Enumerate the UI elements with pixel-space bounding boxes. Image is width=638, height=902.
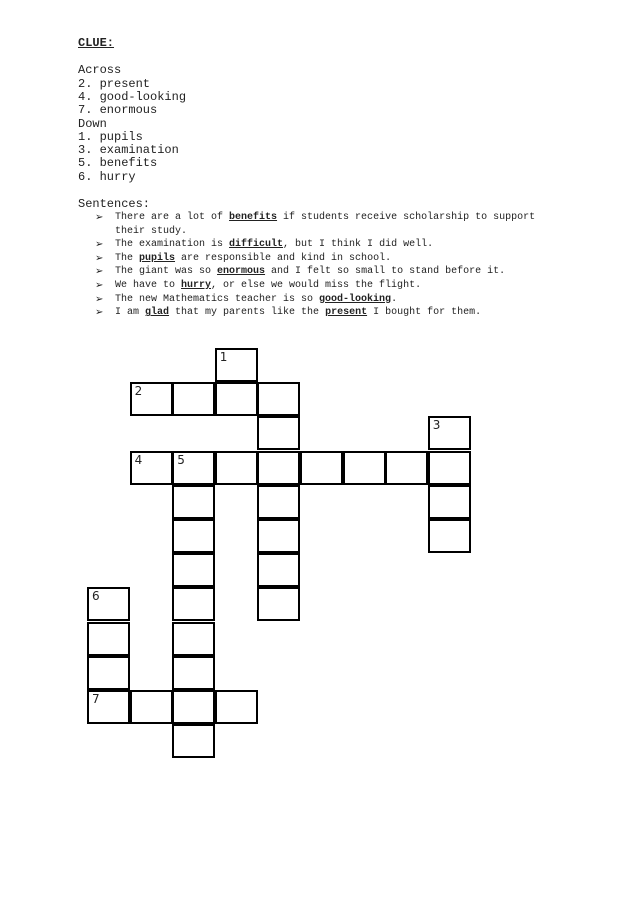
down-clue: 6. hurry <box>78 170 136 184</box>
sentence-text: I am <box>115 307 146 319</box>
crossword-cell[interactable] <box>172 451 215 485</box>
sentence-item <box>95 211 565 238</box>
sentence-item <box>95 279 565 293</box>
keyword: enormous <box>217 266 266 278</box>
crossword-cell[interactable] <box>172 587 215 621</box>
sentence-item <box>95 293 565 307</box>
arrow-bullet-icon: ➢ <box>95 239 104 251</box>
crossword-cell[interactable] <box>172 690 215 724</box>
crossword-cell[interactable] <box>87 622 130 656</box>
crossword-cell[interactable] <box>428 519 471 553</box>
sentence-text: The new Mathematics teacher is so <box>115 293 320 305</box>
arrow-bullet-icon: ➢ <box>95 212 104 223</box>
crossword-cell[interactable] <box>385 451 428 485</box>
down-clue: 1. pupils <box>78 130 143 144</box>
sentence-text: The giant was so <box>115 266 218 278</box>
keyword: benefits <box>229 212 278 223</box>
crossword-cell[interactable] <box>172 519 215 553</box>
crossword-cell[interactable] <box>257 416 300 450</box>
crossword-cell[interactable] <box>87 587 130 621</box>
arrow-bullet-icon: ➢ <box>95 279 104 291</box>
crossword-cell[interactable] <box>257 587 300 621</box>
sentence-text: The <box>115 252 140 264</box>
sentence-item <box>95 238 565 252</box>
arrow-bullet-icon: ➢ <box>95 293 104 305</box>
crossword-cell[interactable] <box>257 519 300 553</box>
crossword-cell[interactable] <box>172 724 215 758</box>
sentence-text: that my parents like the <box>169 307 326 319</box>
crossword-cell[interactable] <box>428 416 471 450</box>
clue-number: 3 <box>432 418 441 433</box>
sentence-item <box>95 252 565 266</box>
arrow-bullet-icon: ➢ <box>95 307 104 319</box>
sentence-text: The examination is <box>115 239 230 251</box>
sentence-text: I bought for them. <box>367 307 482 319</box>
crossword-cell[interactable] <box>300 451 343 485</box>
crossword-cell[interactable] <box>172 553 215 587</box>
across-clue: 4. good-looking <box>78 90 187 104</box>
crossword-cell[interactable] <box>172 485 215 519</box>
keyword: present <box>325 307 368 319</box>
keyword: pupils <box>139 252 176 264</box>
arrow-bullet-icon: ➢ <box>95 266 104 278</box>
sentence-text: , or else we would miss the flight. <box>211 279 422 291</box>
clue-number: 4 <box>134 452 143 467</box>
clue-number: 2 <box>134 384 143 399</box>
crossword-cell[interactable] <box>257 553 300 587</box>
across-heading: Across <box>78 63 122 77</box>
down-clue: 5. benefits <box>78 156 158 170</box>
sentence-text: . <box>391 293 398 305</box>
keyword: difficult <box>229 239 284 251</box>
clue-number: 6 <box>92 589 100 604</box>
crossword-cell[interactable] <box>87 656 130 690</box>
sentence-list <box>95 211 565 320</box>
sentence-text: We have to <box>115 279 182 291</box>
crossword-cell[interactable] <box>215 451 258 485</box>
crossword-cell[interactable] <box>257 485 300 519</box>
keyword: hurry <box>181 279 212 291</box>
down-heading: Down <box>78 117 107 131</box>
crossword-cell[interactable] <box>215 690 258 724</box>
crossword-cell[interactable] <box>257 451 300 485</box>
crossword-cell[interactable] <box>172 656 215 690</box>
across-clue: 7. enormous <box>78 103 158 117</box>
sentence-text: There are a lot of <box>115 212 230 223</box>
keyword: good-looking <box>319 293 392 305</box>
clue-number: 7 <box>92 692 100 706</box>
crossword-cell[interactable] <box>215 382 258 416</box>
sentence-text: and I felt so small to stand before it. <box>265 266 506 278</box>
crossword-cell[interactable] <box>172 622 215 656</box>
keyword: glad <box>145 307 170 319</box>
crossword-cell[interactable] <box>130 382 173 416</box>
crossword-cell[interactable] <box>215 348 258 382</box>
clue-heading: CLUE: <box>78 36 115 50</box>
crossword-cell[interactable] <box>87 690 130 724</box>
crossword-cell[interactable] <box>428 485 471 519</box>
crossword-cell[interactable] <box>257 382 300 416</box>
crossword-cell[interactable] <box>172 382 215 416</box>
sentence-text: are responsible and kind in school. <box>175 252 392 264</box>
arrow-bullet-icon: ➢ <box>95 252 104 264</box>
sentence-item <box>95 265 565 279</box>
clue-number: 1 <box>219 350 228 364</box>
crossword-cell[interactable] <box>428 451 471 485</box>
down-clue: 3. examination <box>78 143 179 157</box>
crossword-cell[interactable] <box>130 451 173 485</box>
sentences-heading: Sentences: <box>78 197 151 211</box>
clue-number: 5 <box>177 452 185 467</box>
crossword-cell[interactable] <box>130 690 173 724</box>
sentence-item <box>95 306 565 320</box>
sentence-text: if students receive scholarship to support their study. <box>115 212 536 237</box>
across-clue: 2. present <box>78 77 151 91</box>
crossword-cell[interactable] <box>343 451 386 485</box>
sentence-text: , but I think I did well. <box>283 239 434 251</box>
